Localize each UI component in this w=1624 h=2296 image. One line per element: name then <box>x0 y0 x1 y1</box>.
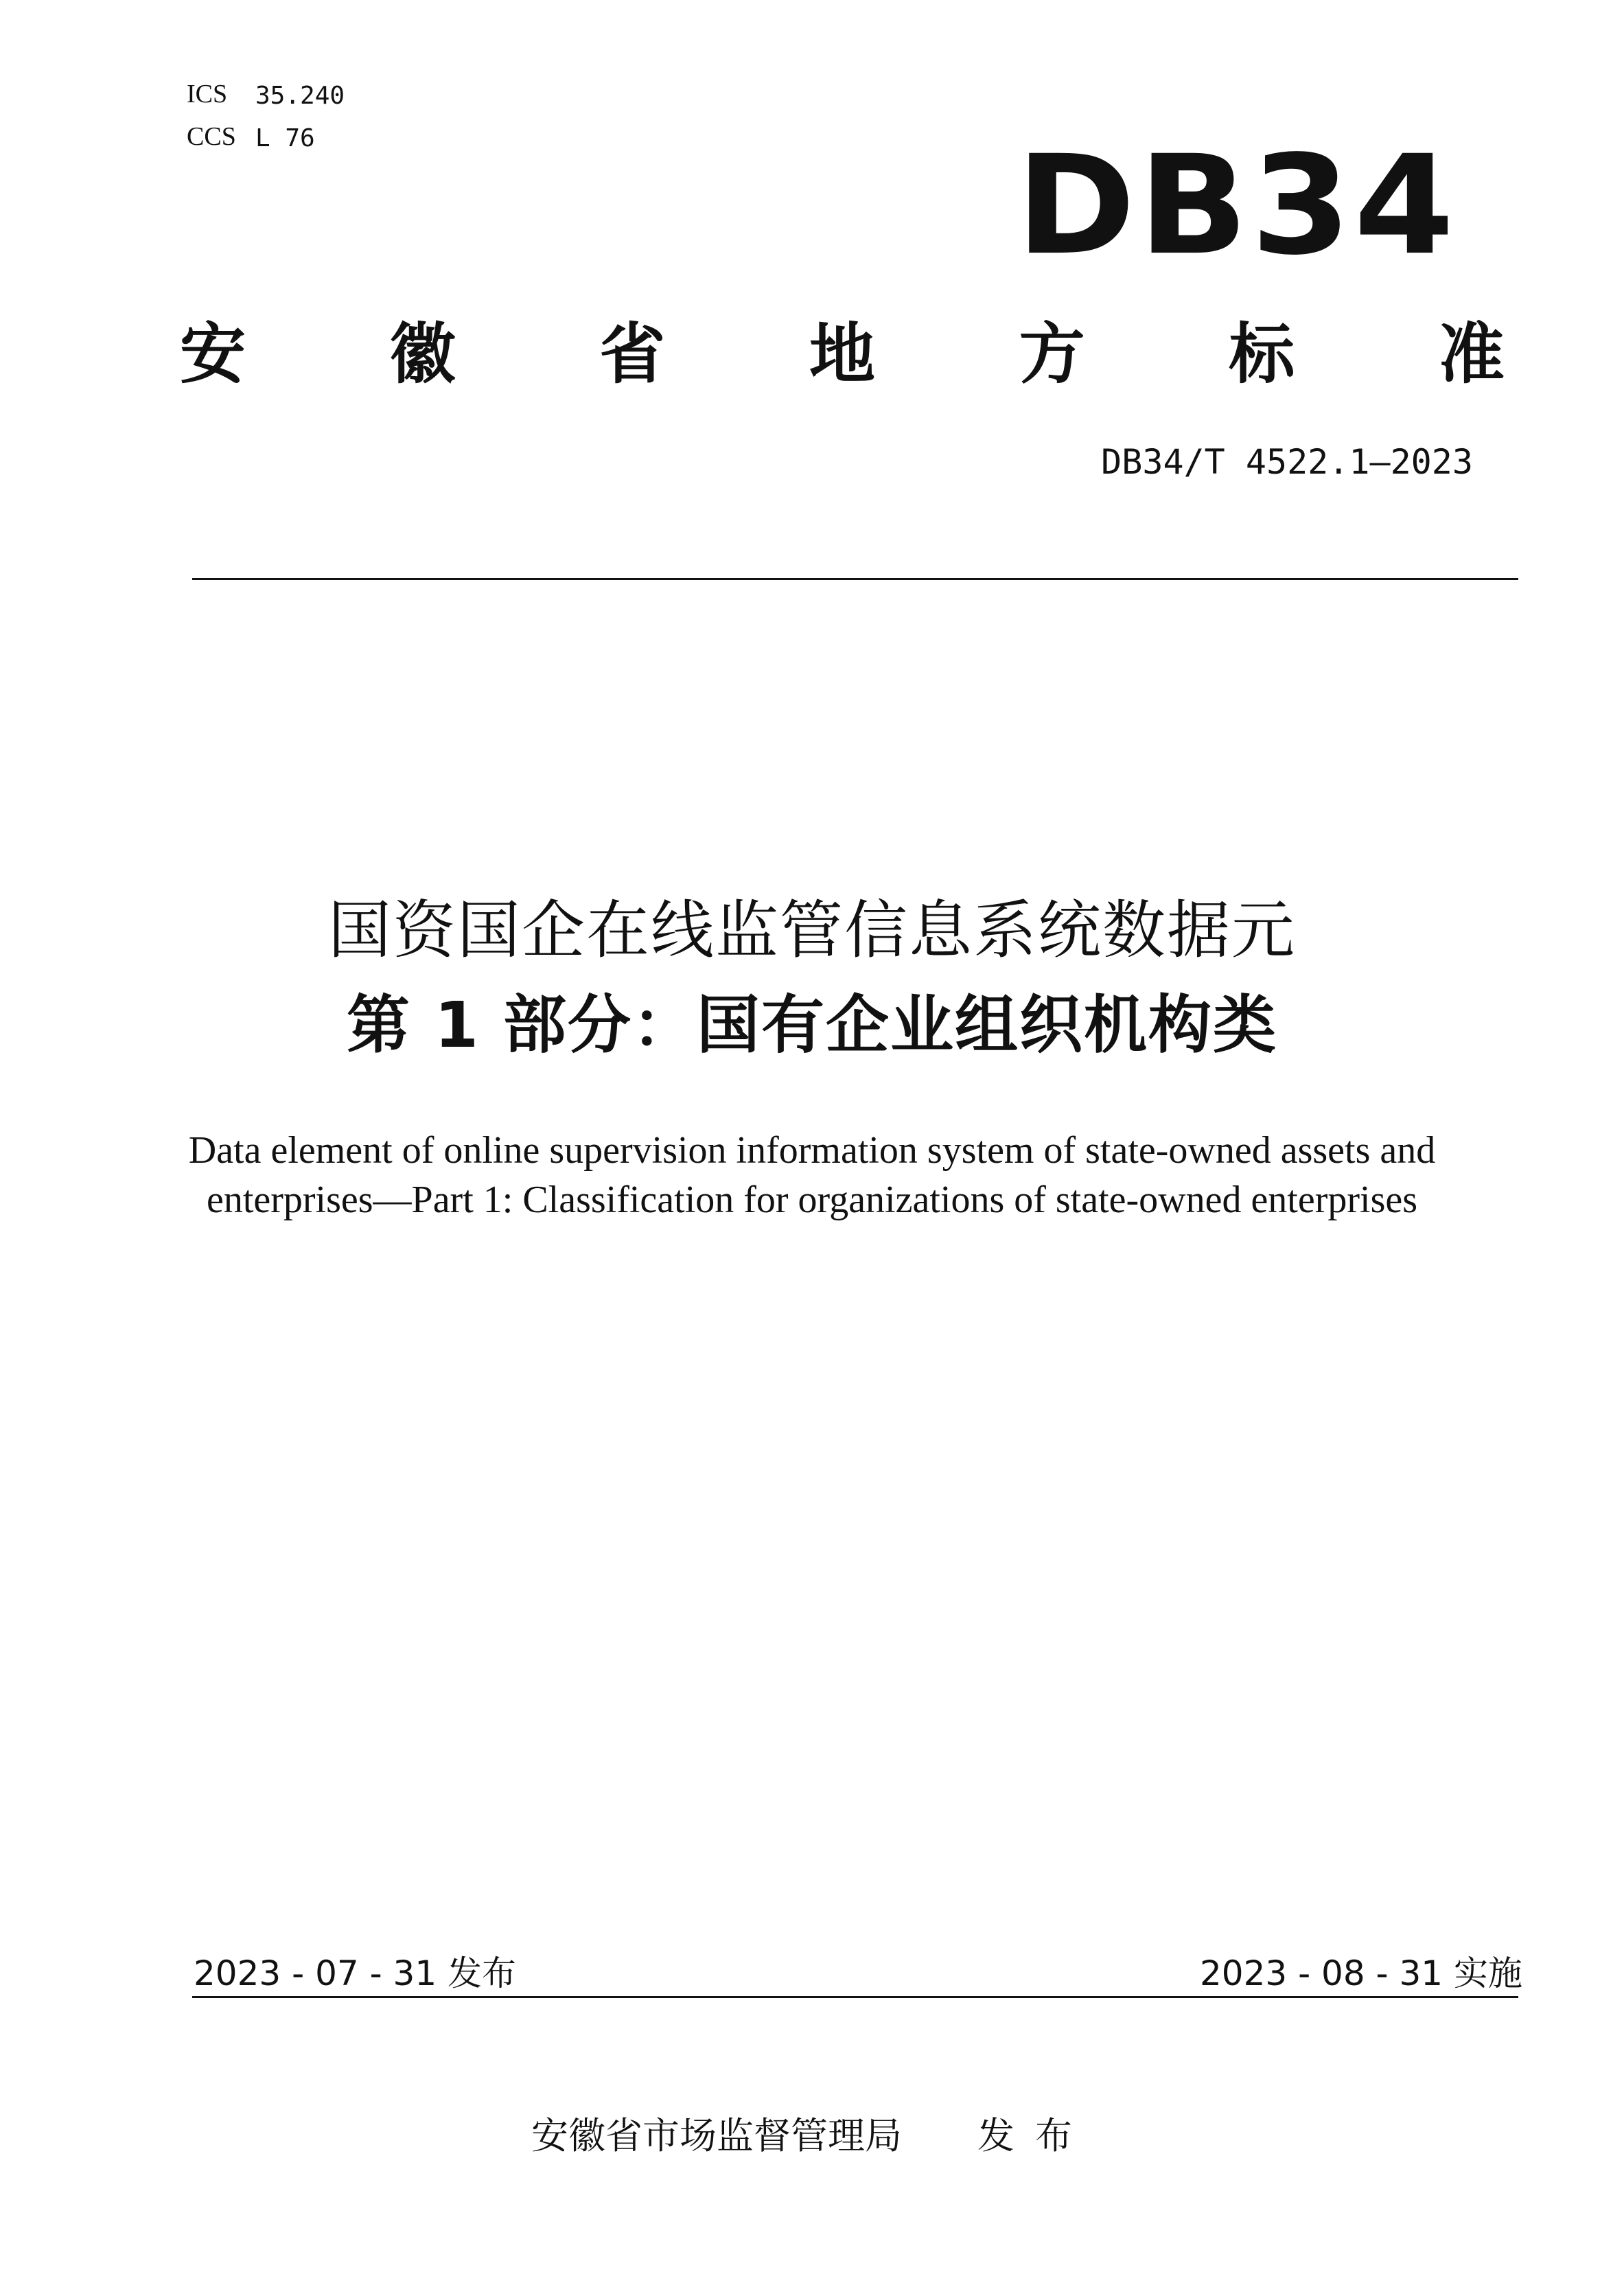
implement-date: 2023 - 08 - 31 实施 <box>1199 1953 1522 1993</box>
standard-type-char: 安 <box>180 316 246 393</box>
issuer-action: 发布 <box>977 2114 1093 2157</box>
ccs-code: L 76 <box>255 124 315 152</box>
standard-type-heading <box>180 313 1505 395</box>
standard-type-char: 地 <box>809 316 875 393</box>
standard-number: DB34/T 4522.1—2023 <box>1101 442 1473 482</box>
chinese-title-line1: 国资国企在线监管信息系统数据元 <box>327 894 1296 967</box>
english-title-line2: enterprises—Part 1: Classification for organizations of state-owned enterprises <box>206 1179 1418 1221</box>
issuer-name: 安徽省市场监督管理局 <box>531 2114 902 2157</box>
ics-code: 35.240 <box>255 82 345 110</box>
publish-date: 2023 - 07 - 31 发布 <box>194 1953 517 1993</box>
standard-type-char: 方 <box>1019 316 1085 393</box>
ccs-label: CCS <box>187 122 236 151</box>
chinese-title-line2: 第 1 部分：国有企业组织机构类 <box>346 988 1278 1062</box>
standard-type-char: 省 <box>599 316 666 393</box>
standard-type-char: 准 <box>1438 316 1505 393</box>
standard-type-char: 标 <box>1229 316 1295 393</box>
english-title-line1: Data element of online supervision information system of state-owned assets and <box>188 1129 1436 1172</box>
header-divider <box>192 578 1518 580</box>
db34-logo: DB34 <box>1016 125 1457 286</box>
issuer-line <box>0 2114 1624 2157</box>
footer-divider <box>192 1996 1518 1998</box>
standard-type-char: 徽 <box>389 316 456 393</box>
ics-label: ICS <box>187 80 228 108</box>
